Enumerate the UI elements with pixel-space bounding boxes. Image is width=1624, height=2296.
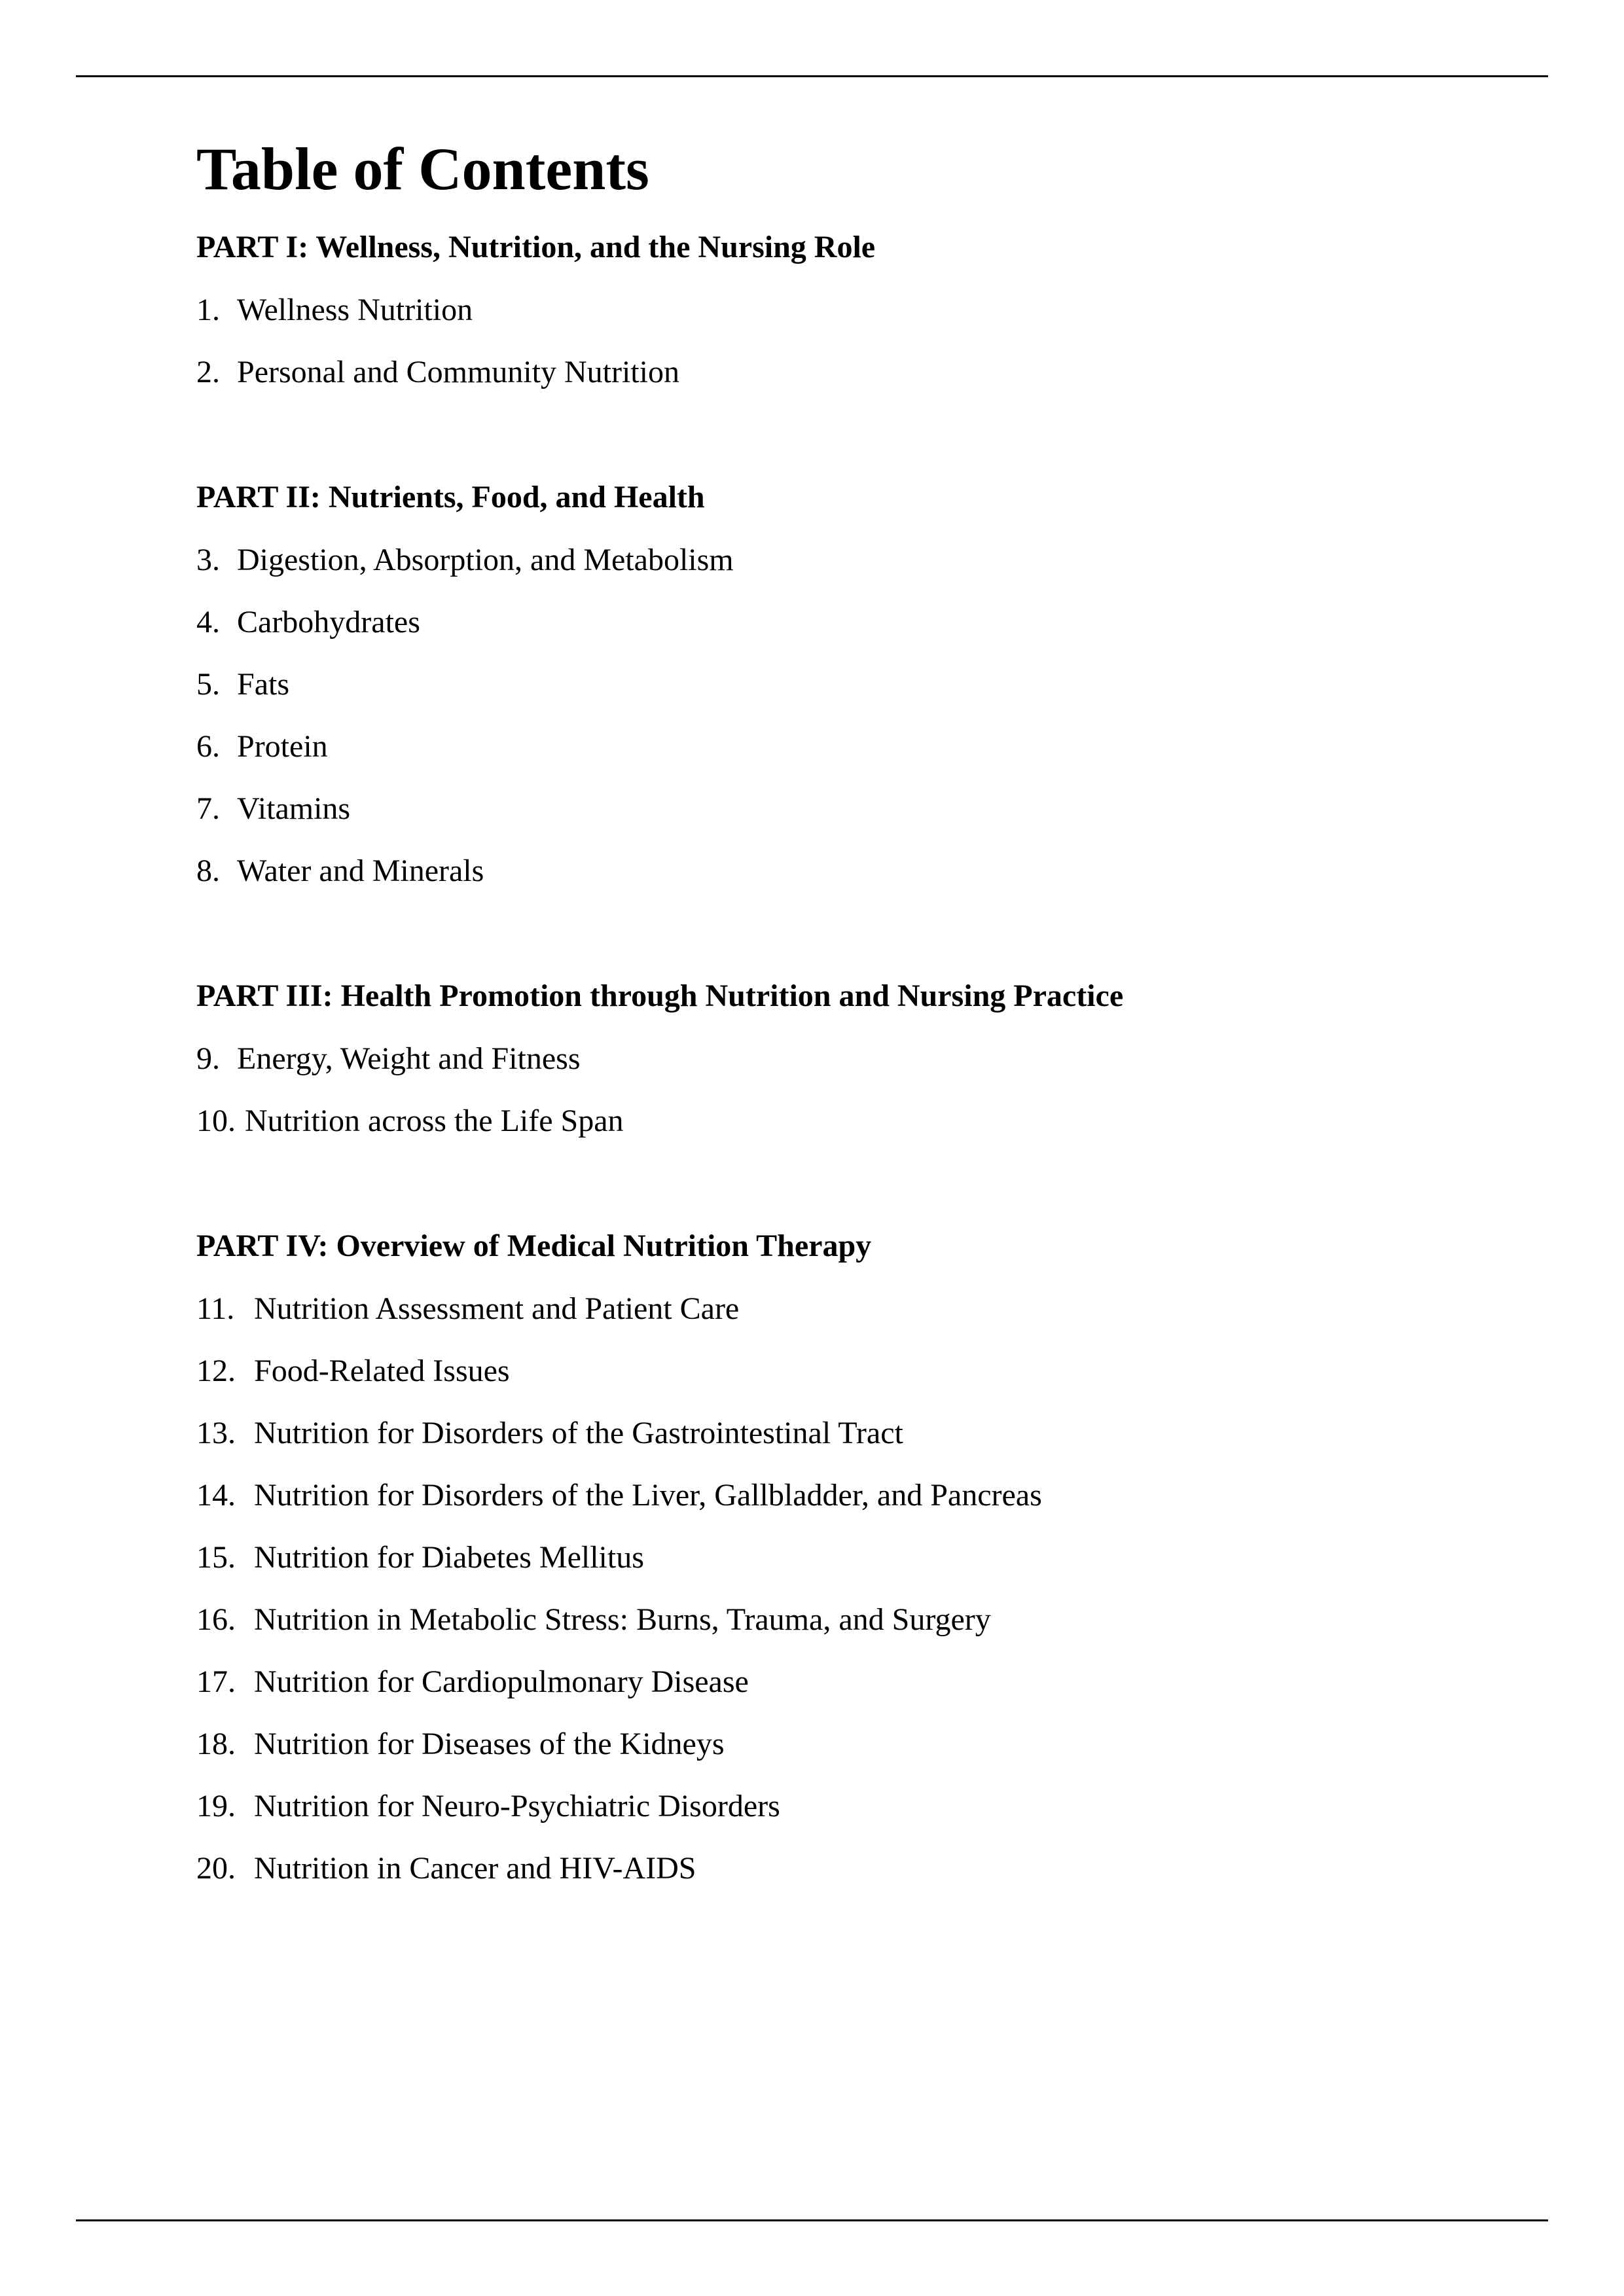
chapter-title: Nutrition in Cancer and HIV-AIDS: [254, 1851, 696, 1886]
chapter-title: Nutrition for Disorders of the Gastrointestinal Tract: [254, 1416, 903, 1450]
chapter-number: 18.: [196, 1727, 236, 1761]
chapter-title: Nutrition in Metabolic Stress: Burns, Trauma, and Surgery: [254, 1602, 991, 1637]
chapter-number: 1.: [196, 293, 220, 327]
bottom-rule: [76, 2219, 1548, 2221]
chapter-title: Nutrition for Disorders of the Liver, Gallbladder, and Pancreas: [254, 1478, 1042, 1513]
toc-entry[interactable]: [196, 529, 1479, 591]
chapter-number: 8.: [196, 853, 220, 888]
toc-entry[interactable]: [196, 1775, 1479, 1837]
toc-entry[interactable]: [196, 279, 1479, 341]
chapter-number: 9.: [196, 1041, 220, 1076]
chapter-number: 5.: [196, 667, 220, 702]
chapter-title: Food-Related Issues: [254, 1354, 510, 1388]
chapter-title: Vitamins: [237, 791, 351, 826]
chapter-title: Protein: [237, 729, 328, 764]
chapter-number: 2.: [196, 355, 220, 389]
part-1: [196, 216, 1479, 403]
toc-entry[interactable]: [196, 1651, 1479, 1713]
toc-entry[interactable]: [196, 1713, 1479, 1775]
part-heading: PART I: Wellness, Nutrition, and the Nursing Role: [196, 230, 876, 264]
toc-entry[interactable]: [196, 341, 1479, 403]
toc-entry[interactable]: [196, 1464, 1479, 1526]
part-2: [196, 466, 1479, 902]
chapter-title: Nutrition for Diseases of the Kidneys: [254, 1727, 725, 1761]
toc-entry[interactable]: [196, 1588, 1479, 1651]
table-of-contents: [196, 128, 1479, 1899]
toc-entry[interactable]: [196, 778, 1479, 840]
chapter-number: 19.: [196, 1789, 236, 1823]
part-heading: PART II: Nutrients, Food, and Health: [196, 480, 705, 514]
chapter-title: Nutrition across the Life Span: [245, 1103, 624, 1138]
chapter-number: 11.: [196, 1291, 235, 1326]
top-rule: [76, 75, 1548, 77]
part-4: [196, 1215, 1479, 1899]
toc-entry[interactable]: [196, 1278, 1479, 1340]
chapter-number: 20.: [196, 1851, 236, 1886]
chapter-title: Fats: [237, 667, 290, 702]
chapter-number: 3.: [196, 543, 220, 577]
page-title: Table of Contents: [196, 135, 649, 202]
chapter-title: Wellness Nutrition: [237, 293, 473, 327]
chapter-title: Nutrition for Cardiopulmonary Disease: [254, 1664, 749, 1699]
toc-entry[interactable]: [196, 1837, 1479, 1899]
chapter-number: 6.: [196, 729, 220, 764]
part-heading: PART III: Health Promotion through Nutrition and Nursing Practice: [196, 978, 1124, 1013]
chapter-title: Carbohydrates: [237, 605, 420, 639]
chapter-number: 4.: [196, 605, 220, 639]
toc-entry[interactable]: [196, 653, 1479, 715]
chapter-title: Energy, Weight and Fitness: [237, 1041, 581, 1076]
chapter-title: Nutrition Assessment and Patient Care: [254, 1291, 740, 1326]
chapter-number: 16.: [196, 1602, 236, 1637]
toc-entry[interactable]: [196, 591, 1479, 653]
chapter-number: 13.: [196, 1416, 236, 1450]
toc-entry[interactable]: [196, 1090, 1479, 1152]
toc-entry[interactable]: [196, 840, 1479, 902]
toc-entry[interactable]: [196, 1402, 1479, 1464]
chapter-title: Water and Minerals: [237, 853, 484, 888]
chapter-title: Digestion, Absorption, and Metabolism: [237, 543, 734, 577]
chapter-title: Nutrition for Neuro-Psychiatric Disorders: [254, 1789, 780, 1823]
chapter-title: Nutrition for Diabetes Mellitus: [254, 1540, 644, 1575]
chapter-number: 14.: [196, 1478, 236, 1513]
part-heading: PART IV: Overview of Medical Nutrition Therapy: [196, 1229, 872, 1263]
toc-entry[interactable]: [196, 1028, 1479, 1090]
chapter-number: 15.: [196, 1540, 236, 1575]
chapter-number: 10.: [196, 1103, 236, 1138]
chapter-number: 12.: [196, 1354, 236, 1388]
part-3: [196, 965, 1479, 1152]
chapter-title: Personal and Community Nutrition: [237, 355, 679, 389]
chapter-number: 17.: [196, 1664, 236, 1699]
toc-entry[interactable]: [196, 715, 1479, 778]
chapter-number: 7.: [196, 791, 220, 826]
toc-entry[interactable]: [196, 1340, 1479, 1402]
toc-entry[interactable]: [196, 1526, 1479, 1588]
